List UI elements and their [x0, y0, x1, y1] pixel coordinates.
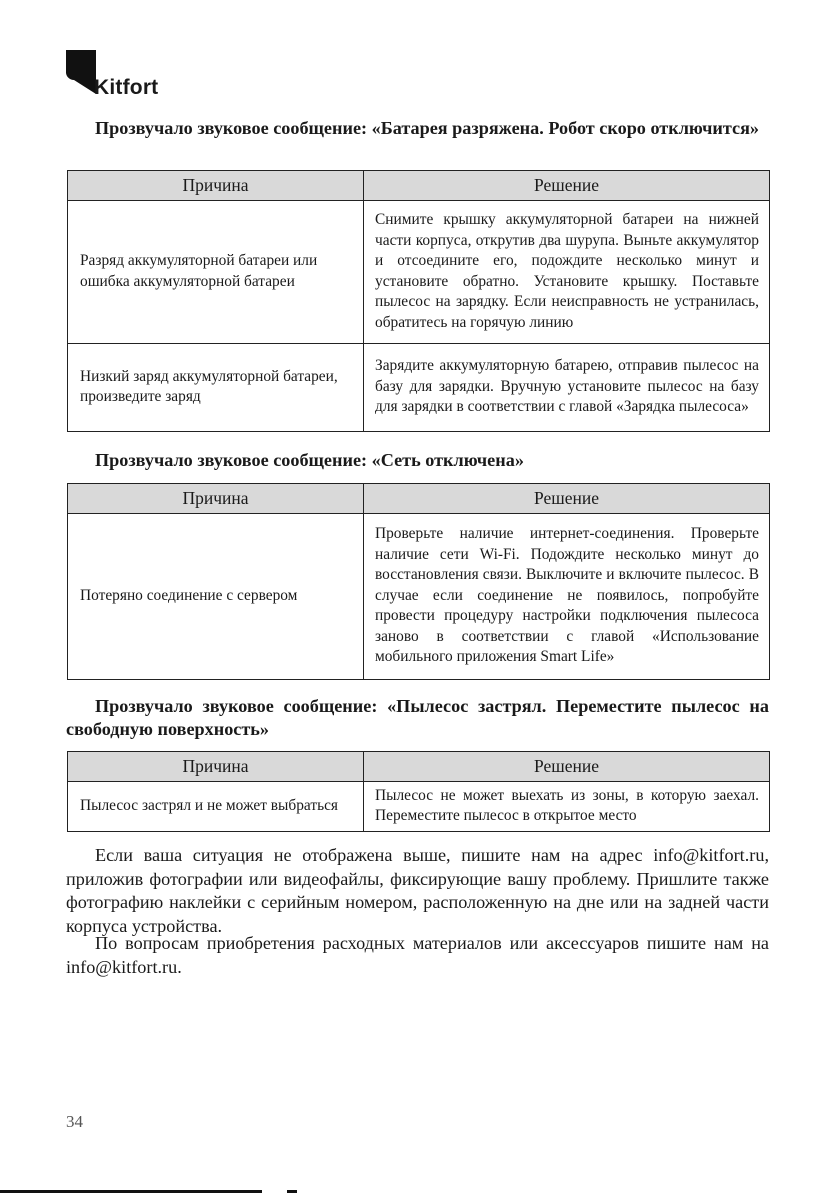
kitfort-logo-icon [66, 50, 96, 94]
table-row [68, 514, 770, 680]
section-heading-battery: Прозвучало звуковое сообщение: «Батарея разряжена. Робот скоро отключится» [95, 118, 760, 138]
page-number: 34 [66, 1112, 83, 1131]
table-header-row [68, 752, 770, 782]
header-solution: Решение [364, 484, 770, 514]
troubleshooting-table-stuck [67, 751, 770, 832]
contact-paragraph: Если ваша ситуация не отображена выше, пишите нам на адрес info@kitfort.ru, приложив фотографии или видеофайлы, фиксирующие вашу проблему. Пришлите также фотографию наклейки с серийным номером, расположенную на дне или на задней части корпуса устройства. [66, 845, 769, 936]
section-heading-network: Прозвучало звуковое сообщение: «Сеть отключена» [95, 450, 524, 470]
solution-cell: Зарядите аккумуляторную батарею, отправив пылесос на базу для зарядки. Вручную установите пылесос на базу для зарядки в соответствии с главой «Зарядка пылесоса» [364, 344, 770, 432]
header-cause: Причина [68, 752, 364, 782]
troubleshooting-table-network [67, 483, 770, 680]
troubleshooting-table-battery [67, 170, 770, 432]
solution-cell: Снимите крышку аккумуляторной батареи на нижней части корпуса, открутив два шурупа. Выньте аккумулятор и отсоедините его, подождите несколько минут и установите обратно. Установите крышку. Поставьте пылесос на зарядку. Если неисправность не устранилась, обратитесь на горячую линию [364, 201, 770, 344]
accessories-paragraph: По вопросам приобретения расходных материалов или аксессуаров пишите нам на info@kitfort.ru. [66, 933, 769, 977]
cause-cell: Низкий заряд аккумуляторной батареи, произведите заряд [68, 344, 364, 432]
header-cause: Причина [68, 171, 364, 201]
footer-marker [287, 1190, 297, 1193]
cause-cell: Пылесос застрял и не может выбраться [68, 782, 364, 832]
footer-rule [0, 1190, 262, 1193]
header-solution: Решение [364, 171, 770, 201]
table-row [68, 782, 770, 832]
cause-cell: Потеряно соединение с сервером [68, 514, 364, 680]
header-cause: Причина [68, 484, 364, 514]
table-header-row [68, 171, 770, 201]
table-row [68, 344, 770, 432]
solution-cell: Проверьте наличие интернет-соединения. Проверьте наличие сети Wi-Fi. Подождите несколько минут до восстановления связи. Выключите и включите пылесос. В случае если соединение не появилось, попробуйте провести процедуру настройки подключения пылесоса заново в соответствии с главой «Использование мобильного приложения Smart Life» [364, 514, 770, 680]
table-header-row [68, 484, 770, 514]
header-solution: Решение [364, 752, 770, 782]
brand-name: Kitfort [94, 76, 159, 99]
section-heading-stuck: Прозвучало звуковое сообщение: «Пылесос застрял. Переместите пылесос на свободную поверхность» [66, 696, 769, 739]
cause-cell: Разряд аккумуляторной батареи или ошибка аккумуляторной батареи [68, 201, 364, 344]
solution-cell: Пылесос не может выехать из зоны, в которую заехал. Переместите пылесос в открытое место [364, 782, 770, 832]
table-row [68, 201, 770, 344]
